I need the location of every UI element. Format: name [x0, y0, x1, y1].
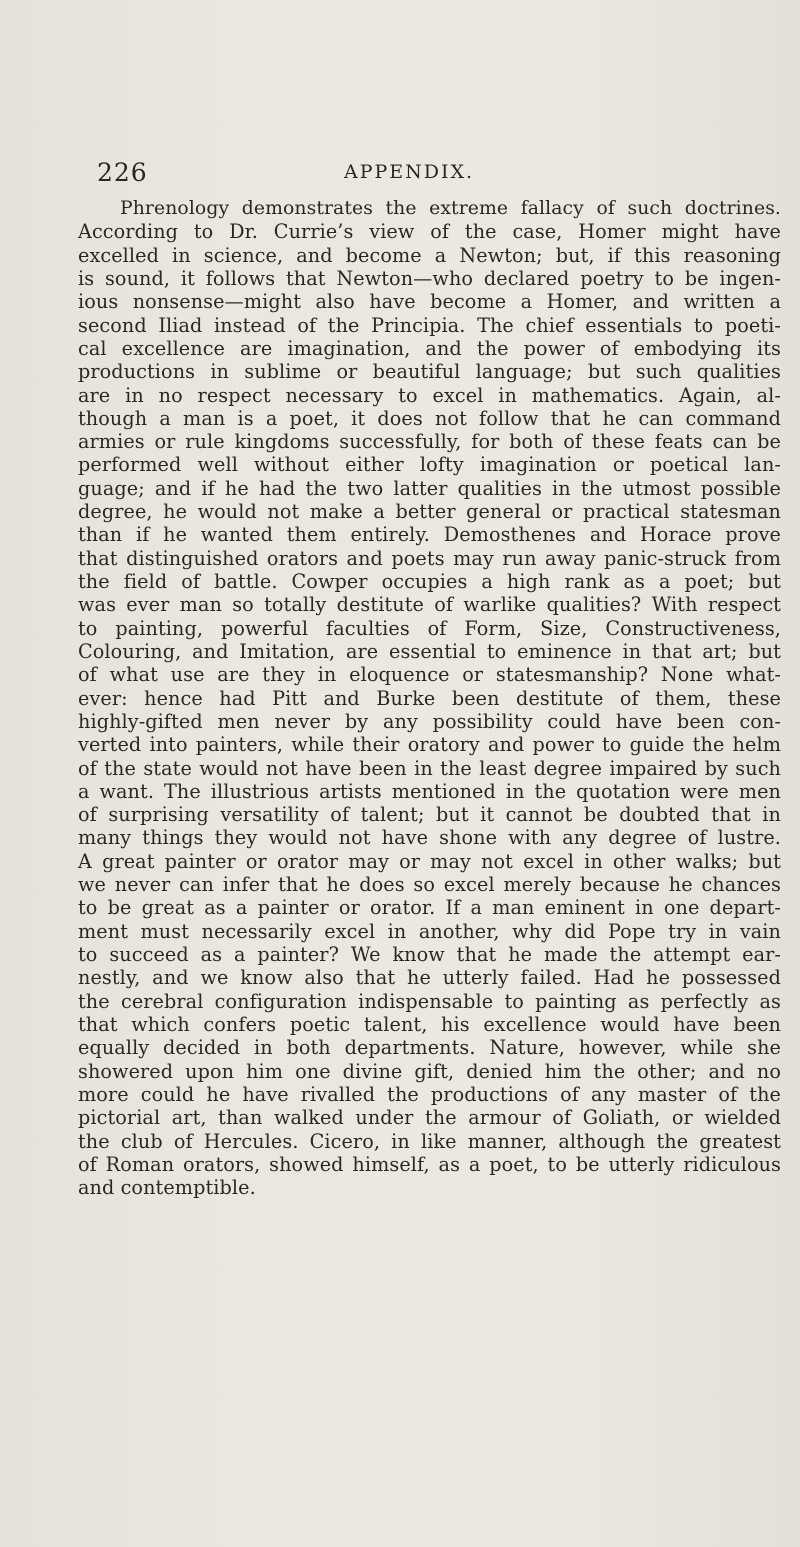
body-paragraph	[78, 197, 781, 1199]
text-line: of surprising versatility of talent; but it cannot be doubted that in	[78, 803, 781, 827]
text-line: the cerebral configuration indispensable to painting as perfectly as	[78, 989, 781, 1013]
running-head: APPENDIX.	[344, 161, 475, 183]
page-header	[97, 158, 705, 188]
text-line: productions in sublime or beautiful language; but such qualities	[78, 360, 781, 384]
text-line: than if he wanted them entirely. Demosthenes and Horace prove	[78, 523, 781, 547]
page-number: 226	[97, 158, 148, 187]
text-line: to painting, powerful faculties of Form, Size, Constructiveness,	[78, 616, 781, 640]
text-line: of Roman orators, showed himself, as a poet, to be utterly ridiculous	[78, 1152, 781, 1176]
text-line: equally decided in both departments. Nature, however, while she	[78, 1036, 781, 1060]
text-line: more could he have rivalled the productions of any master of the	[78, 1082, 781, 1106]
text-line: armies or rule kingdoms successfully, for both of these feats can be	[78, 430, 781, 454]
text-line: was ever man so totally destitute of warlike qualities? With respect	[78, 593, 781, 617]
text-line: are in no respect necessary to excel in mathematics. Again, al-	[78, 383, 781, 407]
text-line: Phrenology demonstrates the extreme fallacy of such doctrines.	[120, 198, 781, 219]
text-line: performed well without either lofty imagination or poetical lan-	[78, 453, 781, 477]
text-line: According to Dr. Currie’s view of the case, Homer might have	[78, 220, 781, 244]
text-line: nestly, and we know also that he utterly failed. Had he possessed	[78, 966, 781, 990]
text-line: guage; and if he had the two latter qualities in the utmost possible	[78, 476, 781, 500]
text-line: of the state would not have been in the least degree impaired by such	[78, 756, 781, 780]
text-line: pictorial art, than walked under the armour of Goliath, or wielded	[78, 1106, 781, 1130]
text-line: degree, he would not make a better general or practical statesman	[78, 500, 781, 524]
text-line: ious nonsense—might also have become a Homer, and written a	[78, 290, 781, 314]
text-line: highly-gifted men never by any possibility could have been con-	[78, 709, 781, 733]
text-line: a want. The illustrious artists mentioned in the quotation were men	[78, 779, 781, 803]
text-line: showered upon him one divine gift, denied him the other; and no	[78, 1059, 781, 1083]
text-line: excelled in science, and become a Newton; but, if this reasoning	[78, 243, 781, 267]
text-line: cal excellence are imagination, and the power of embodying its	[78, 336, 781, 360]
text-line: is sound, it follows that Newton—who declared poetry to be ingen-	[78, 266, 781, 290]
text-line: though a man is a poet, it does not follow that he can command	[78, 406, 781, 430]
text-line: Colouring, and Imitation, are essential to eminence in that art; but	[78, 639, 781, 663]
text-line: to be great as a painter or orator. If a man eminent in one depart-	[78, 896, 781, 920]
text-line: that which confers poetic talent, his excellence would have been	[78, 1012, 781, 1036]
text-line: ment must necessarily excel in another, why did Pope try in vain	[78, 919, 781, 943]
text-line: second Iliad instead of the Principia. The chief essentials to poeti-	[78, 313, 781, 337]
text-line: of what use are they in eloquence or statesmanship? None what-	[78, 663, 781, 687]
text-line: A great painter or orator may or may not excel in other walks; but	[78, 849, 781, 873]
text-line: verted into painters, while their oratory and power to guide the helm	[78, 733, 781, 757]
text-line: ever: hence had Pitt and Burke been destitute of them, these	[78, 686, 781, 710]
text-line: that distinguished orators and poets may run away panic-struck from	[78, 546, 781, 570]
text-line: we never can infer that he does so excel merely because he chances	[78, 873, 781, 897]
text-line: to succeed as a painter? We know that he made the attempt ear-	[78, 943, 781, 966]
text-line: and contemptible.	[78, 1176, 256, 1200]
text-line: the club of Hercules. Cicero, in like manner, although the greatest	[78, 1129, 781, 1153]
text-line: the field of battle. Cowper occupies a high rank as a poet; but	[78, 570, 781, 593]
text-line: many things they would not have shone with any degree of lustre.	[78, 826, 781, 850]
